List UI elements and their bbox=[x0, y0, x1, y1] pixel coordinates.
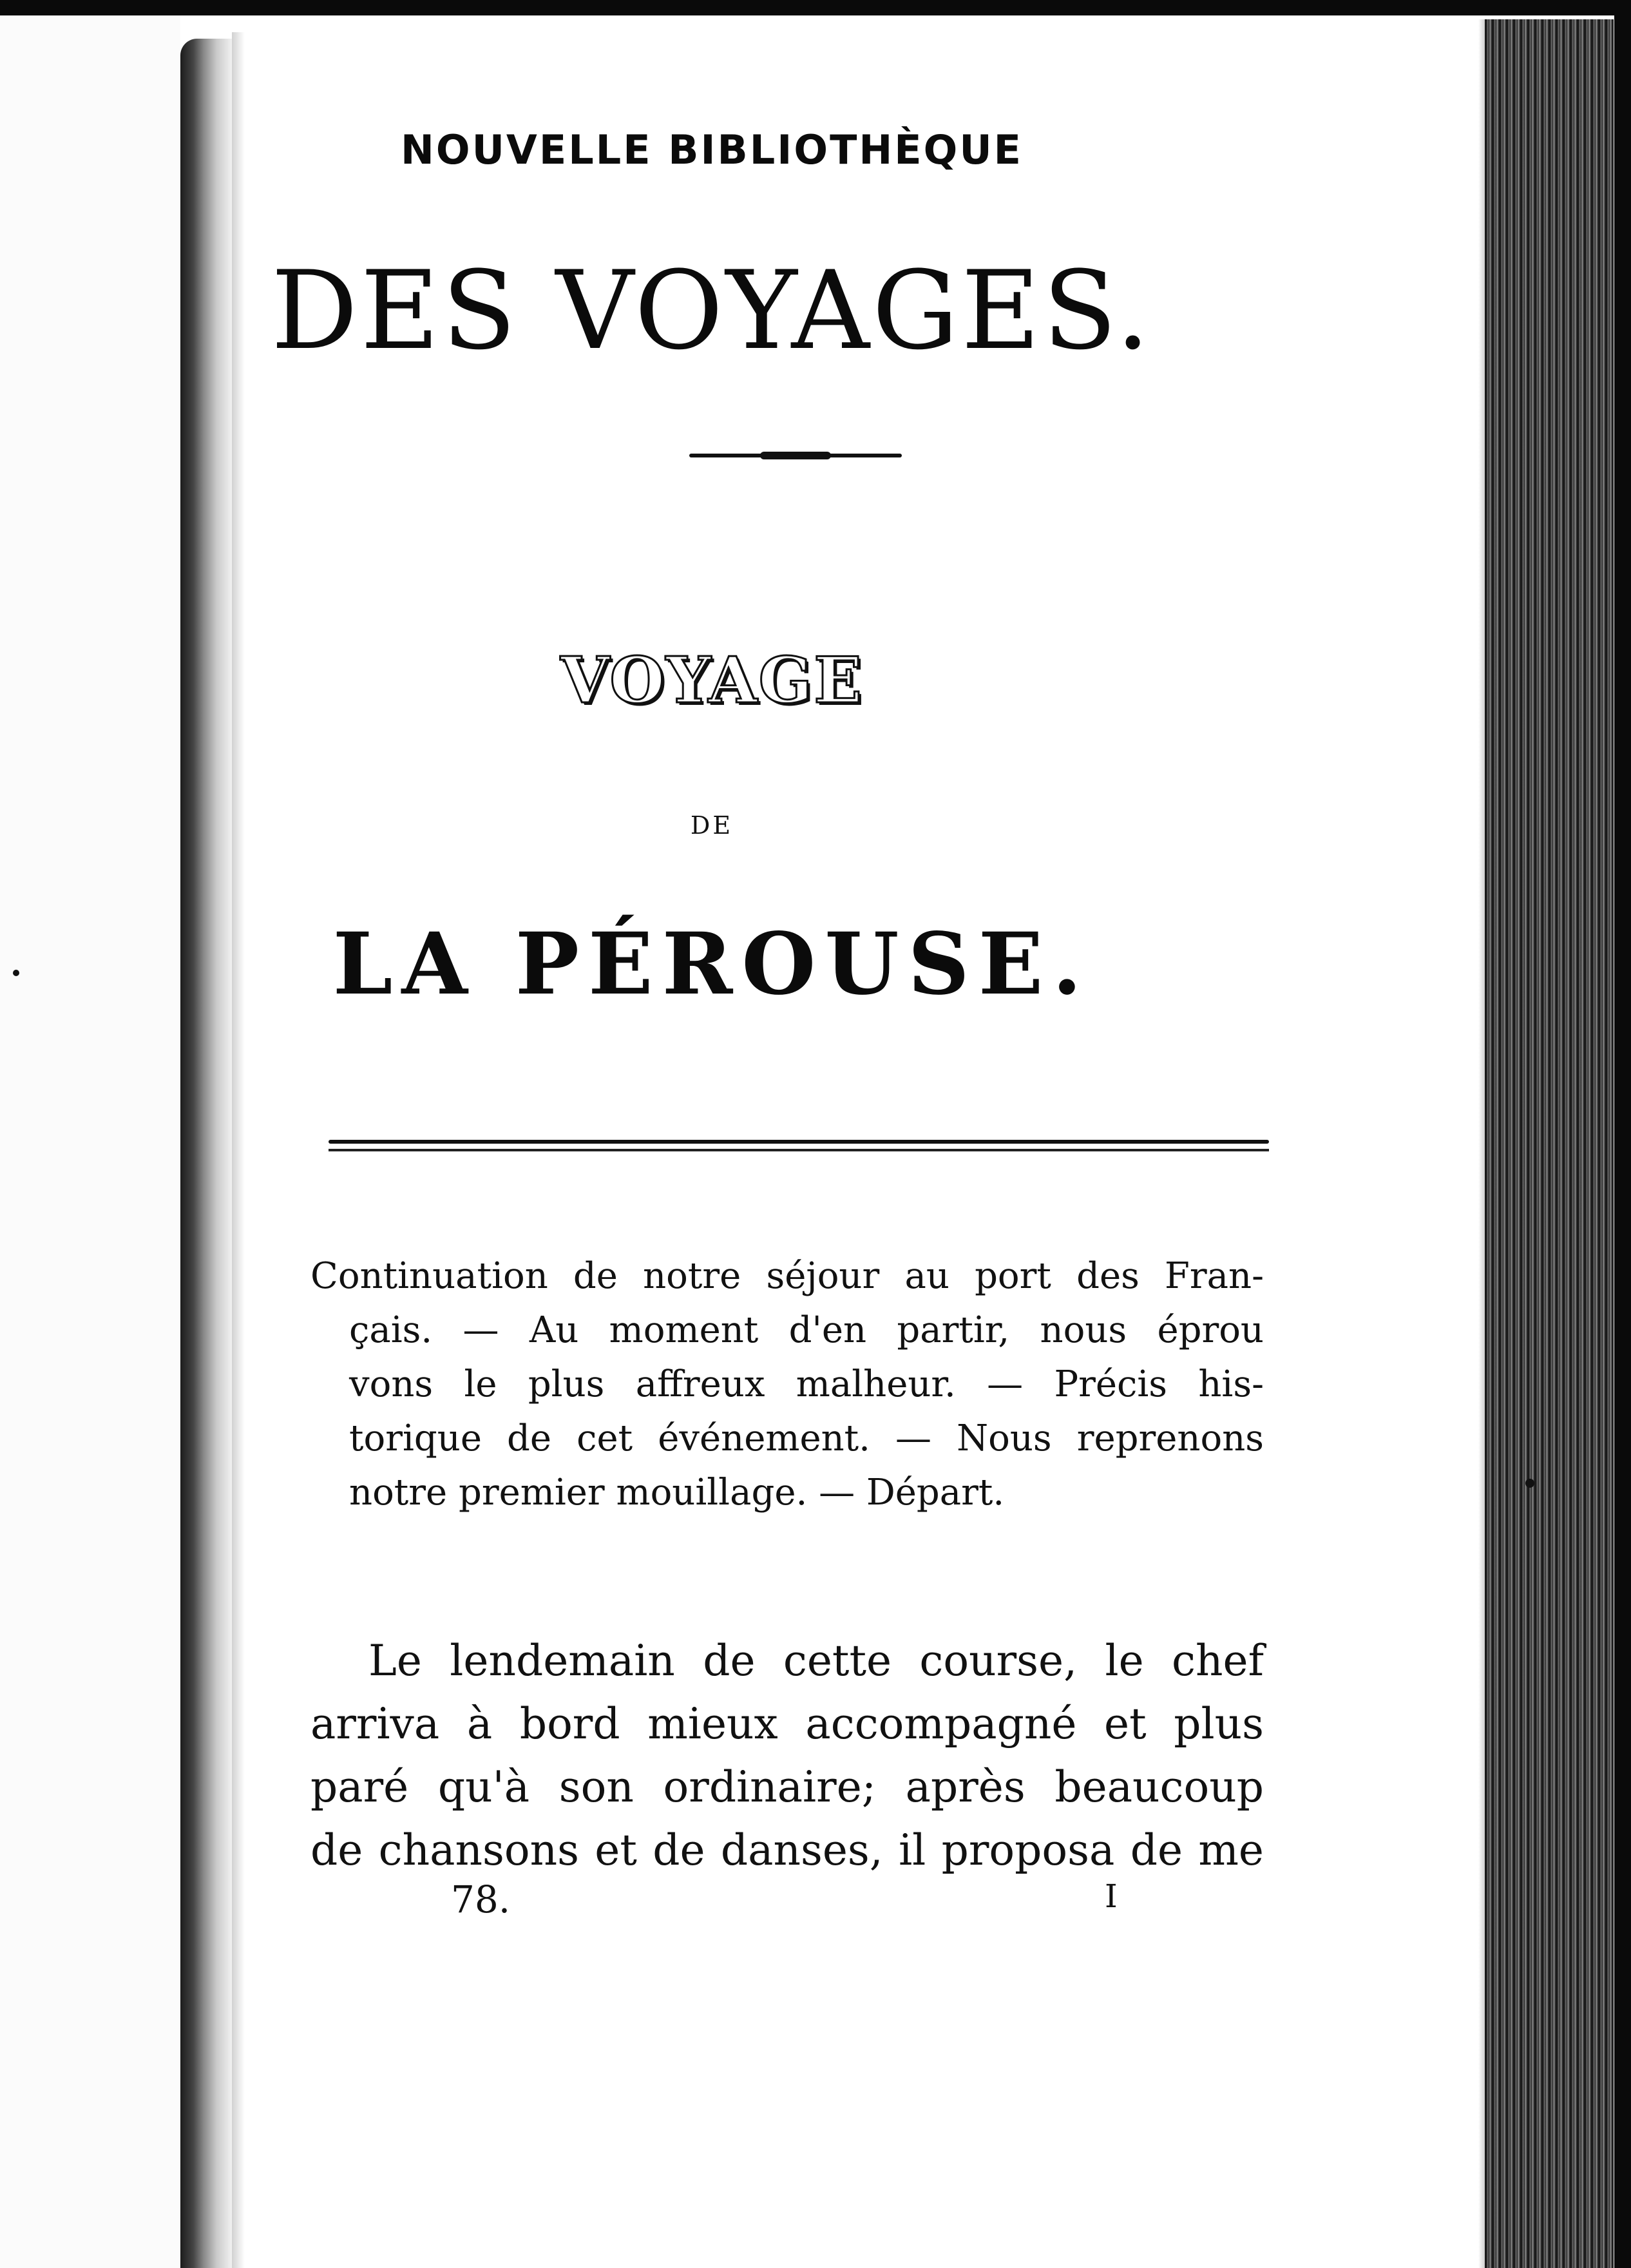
body-paragraph bbox=[310, 1629, 1264, 1882]
summary-line: notre premier mouillage. — Départ. bbox=[349, 1472, 1005, 1514]
body-line: de chansons et de danses, il proposa de me bbox=[310, 1825, 1264, 1875]
signature-mark: I bbox=[1105, 1878, 1118, 1915]
author-heading: LA PÉROUSE. bbox=[332, 914, 1091, 1014]
scan-border-top bbox=[0, 0, 1631, 15]
scan-speck bbox=[1525, 1479, 1534, 1488]
connector-word: DE bbox=[690, 811, 734, 840]
body-line: paré qu'à son ordinaire; après beaucoup bbox=[310, 1762, 1264, 1812]
rule-line-thin bbox=[329, 1149, 1269, 1151]
series-title: NOUVELLE BIBLIOTHÈQUE bbox=[400, 126, 1024, 173]
main-title: DES VOYAGES. bbox=[271, 247, 1153, 374]
double-rule bbox=[329, 1140, 1269, 1154]
scan-speck bbox=[13, 970, 19, 976]
rule-line-thick bbox=[329, 1140, 1269, 1144]
body-line: Le lendemain de cette course, le chef bbox=[368, 1636, 1264, 1686]
summary-line: çais. — Au moment d'en partir, nous éprou bbox=[349, 1309, 1264, 1351]
ornamental-rule bbox=[689, 454, 902, 457]
summary-line: vons le plus affreux malheur. — Précis his- bbox=[349, 1363, 1264, 1405]
summary-line: Continuation de notre séjour au port des Fran- bbox=[310, 1255, 1264, 1297]
voyage-heading: VOYAGE bbox=[560, 644, 863, 718]
volume-number: 78. bbox=[451, 1878, 511, 1921]
gutter-shadow bbox=[232, 32, 245, 2268]
page-block-edge bbox=[1485, 19, 1614, 2268]
summary-line: torique de cet événement. — Nous reprenons bbox=[349, 1418, 1264, 1459]
facing-page-edge bbox=[0, 15, 180, 2268]
book-page bbox=[245, 15, 1478, 2268]
body-line: arriva à bord mieux accompagné et plus bbox=[310, 1699, 1264, 1749]
scan-border-right bbox=[1614, 0, 1631, 2268]
chapter-summary bbox=[310, 1249, 1264, 1520]
book-gutter bbox=[180, 39, 232, 2268]
